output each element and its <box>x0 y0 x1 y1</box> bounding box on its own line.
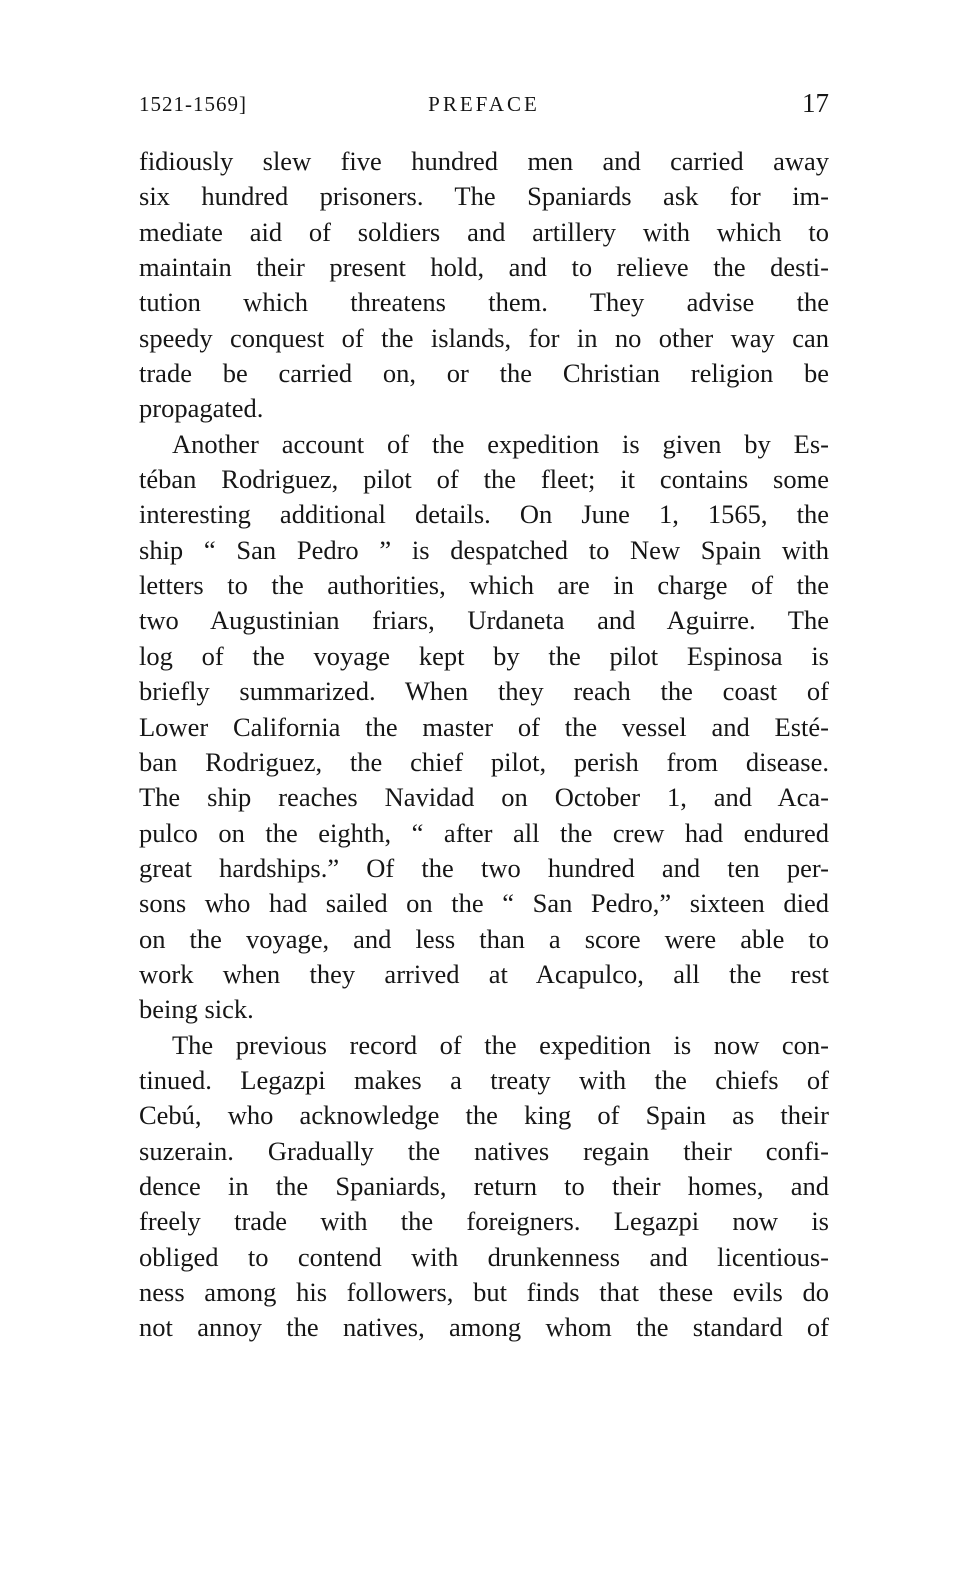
paragraph-first-line: Another account of the expedition is given by Es- <box>172 428 829 459</box>
page-number: 17 <box>802 88 829 118</box>
text-line: being sick. <box>139 994 254 1025</box>
text-line: trade be carried on, or the Christian religion be <box>139 358 829 389</box>
text-line: The ship reaches Navidad on October 1, and Aca- <box>139 782 829 813</box>
text-line: tution which threatens them. They advise the <box>139 287 829 318</box>
text-line: freely trade with the foreigners. Legazpi now is <box>139 1206 829 1237</box>
text-line: maintain their present hold, and to relieve the desti- <box>139 252 829 283</box>
text-line: sons who had sailed on the “ San Pedro,” sixteen died <box>139 888 829 919</box>
text-line: dence in the Spaniards, return to their homes, and <box>139 1170 829 1201</box>
text-line: tinued. Legazpi makes a treaty with the chiefs of <box>139 1064 829 1095</box>
text-line: great hardships.” Of the two hundred and ten per- <box>139 852 829 883</box>
body-text <box>139 144 829 1346</box>
date-range: 1521-1569] <box>139 92 247 116</box>
text-line: two Augustinian friars, Urdaneta and Aguirre. The <box>139 605 829 636</box>
text-line: work when they arrived at Acapulco, all the rest <box>139 958 829 989</box>
text-line: log of the voyage kept by the pilot Espinosa is <box>139 640 829 671</box>
text-line: mediate aid of soldiers and artillery with which to <box>139 216 829 247</box>
text-line: propagated. <box>139 393 264 424</box>
running-head <box>139 88 829 122</box>
text-line: ban Rodriguez, the chief pilot, perish from disease. <box>139 746 829 777</box>
text-line: interesting additional details. On June 1, 1565, the <box>139 499 829 530</box>
section-title: PREFACE <box>428 92 540 116</box>
text-line: letters to the authorities, which are in charge of the <box>139 570 829 601</box>
text-line: ship “ San Pedro ” is despatched to New Spain with <box>139 534 829 565</box>
text-line: fidiously slew five hundred men and carried away <box>139 146 829 176</box>
text-line: suzerain. Gradually the natives regain their confi- <box>139 1135 829 1166</box>
text-line: Lower California the master of the vessel and Esté- <box>139 711 829 742</box>
text-line: Cebú, who acknowledge the king of Spain as their <box>139 1100 829 1131</box>
paragraph-first-line: The previous record of the expedition is now con- <box>172 1029 829 1060</box>
text-line: ness among his followers, but finds that these evils do <box>139 1277 829 1307</box>
text-line: obliged to contend with drunkenness and licentious- <box>139 1241 829 1272</box>
text-line: téban Rodriguez, pilot of the fleet; it contains some <box>139 464 829 495</box>
text-line: not annoy the natives, among whom the standard of <box>139 1312 829 1343</box>
text-line: six hundred prisoners. The Spaniards ask for im- <box>139 181 829 212</box>
text-line: speedy conquest of the islands, for in no other way can <box>139 322 829 353</box>
text-line: pulco on the eighth, “ after all the crew had endured <box>139 817 829 848</box>
text-line: briefly summarized. When they reach the coast of <box>139 676 829 707</box>
text-line: on the voyage, and less than a score were able to <box>139 923 829 954</box>
